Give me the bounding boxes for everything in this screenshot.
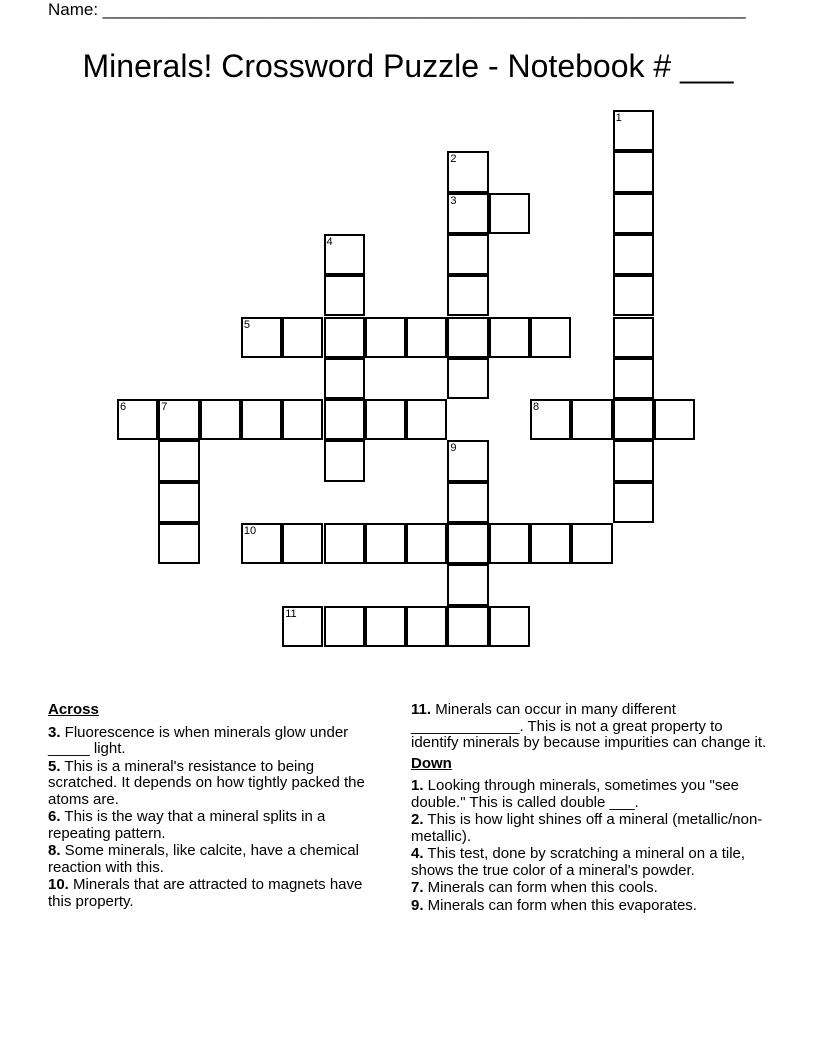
grid-cell[interactable] (324, 606, 365, 647)
across-clue (411, 702, 771, 752)
clue-text: Minerals can form when this evaporates. (423, 896, 697, 914)
clues-right-column (411, 702, 771, 915)
grid-cell[interactable] (324, 275, 365, 316)
grid-cell[interactable] (282, 606, 323, 647)
cell-number: 4 (326, 235, 333, 248)
grid-cell[interactable] (489, 317, 530, 358)
grid-cell[interactable] (447, 606, 488, 647)
grid-cell[interactable] (158, 523, 199, 564)
clue-text: Minerals that are attracted to magnets have this property. (48, 876, 363, 910)
grid-cell[interactable] (324, 234, 365, 275)
grid-cell[interactable] (613, 440, 654, 481)
grid-cell[interactable] (613, 358, 654, 399)
cell-number: 6 (120, 401, 127, 414)
grid-cell[interactable] (447, 482, 488, 523)
clue-text: Minerals can occur in many different _____________. This is not a great property to identify minerals by because impurities can change it. (411, 701, 767, 751)
cell-number: 11 (285, 607, 297, 620)
clue-number: 9. (411, 896, 424, 914)
clue-text: This test, done by scratching a mineral on a tile, shows the true color of a mineral's powder. (411, 845, 746, 879)
down-clue (411, 846, 771, 879)
grid-cell[interactable] (613, 234, 654, 275)
across-heading: Across (48, 701, 99, 718)
grid-cell[interactable] (365, 317, 406, 358)
down-clue (411, 880, 771, 897)
clue-number: 8. (48, 842, 61, 859)
down-clue (411, 898, 771, 915)
clues-left-column (48, 702, 378, 911)
grid-cell[interactable] (613, 482, 654, 523)
grid-cell[interactable] (654, 399, 695, 440)
grid-cell[interactable] (613, 275, 654, 316)
grid-cell[interactable] (282, 523, 323, 564)
clue-number: 4. (411, 845, 424, 862)
grid-cell[interactable] (530, 399, 571, 440)
grid-cell[interactable] (447, 358, 488, 399)
grid-cell[interactable] (158, 482, 199, 523)
clue-number: 2. (411, 811, 424, 828)
across-clue (48, 877, 378, 910)
grid-cell[interactable] (571, 523, 612, 564)
across-clue (48, 809, 378, 842)
clue-number: 7. (411, 879, 424, 896)
grid-cell[interactable] (613, 317, 654, 358)
clue-number: 3. (48, 723, 61, 741)
grid-cell[interactable] (447, 317, 488, 358)
clue-number: 10. (48, 876, 69, 893)
cell-number: 7 (161, 401, 168, 414)
grid-cell[interactable] (117, 399, 158, 440)
grid-cell[interactable] (406, 523, 447, 564)
cell-number: 8 (533, 401, 540, 414)
clue-text: Some minerals, like calcite, have a chemical reaction with this. (48, 842, 359, 876)
grid-cell[interactable] (447, 440, 488, 481)
grid-cell[interactable] (324, 399, 365, 440)
cell-number: 1 (615, 112, 622, 124)
grid-cell[interactable] (200, 399, 241, 440)
grid-cell[interactable] (241, 317, 282, 358)
clue-number: 1. (411, 777, 424, 794)
clue-text: This is a mineral's resistance to being scratched. It depends on how tightly packed the atoms are. (48, 757, 365, 808)
clue-number: 5. (48, 757, 61, 775)
grid-cell[interactable] (530, 523, 571, 564)
down-clue (411, 812, 771, 845)
clue-number: 11. (411, 701, 432, 718)
grid-cell[interactable] (158, 399, 199, 440)
grid-cell[interactable] (365, 399, 406, 440)
cell-number: 10 (243, 525, 257, 537)
grid-cell[interactable] (489, 606, 530, 647)
grid-cell[interactable] (406, 317, 447, 358)
grid-cell[interactable] (324, 317, 365, 358)
grid-cell[interactable] (365, 523, 406, 564)
across-clue (48, 843, 378, 876)
grid-cell[interactable] (613, 110, 654, 151)
grid-cell[interactable] (447, 151, 488, 192)
clue-number: 6. (48, 808, 61, 825)
grid-cell[interactable] (241, 523, 282, 564)
cell-number: 9 (450, 442, 457, 455)
grid-cell[interactable] (447, 193, 488, 234)
page-title: Minerals! Crossword Puzzle - Notebook # ___ (82, 48, 734, 84)
grid-cell[interactable] (447, 234, 488, 275)
grid-cell[interactable] (406, 606, 447, 647)
grid-cell[interactable] (282, 399, 323, 440)
grid-cell[interactable] (613, 151, 654, 192)
grid-cell[interactable] (158, 440, 199, 481)
grid-cell[interactable] (365, 606, 406, 647)
clue-text: This is the way that a mineral splits in a repeating pattern. (48, 808, 326, 842)
name-field[interactable]: Name: ____________________________________________________________________ (48, 0, 746, 19)
down-clue (411, 778, 771, 811)
grid-cell[interactable] (241, 399, 282, 440)
grid-cell[interactable] (530, 317, 571, 358)
clue-text: Looking through minerals, sometimes you "see double." This is called double ___. (411, 777, 739, 811)
grid-cell[interactable] (406, 399, 447, 440)
cell-number: 3 (450, 194, 457, 207)
grid-cell[interactable] (613, 193, 654, 234)
grid-cell[interactable] (324, 440, 365, 481)
grid-cell[interactable] (324, 523, 365, 564)
grid-cell[interactable] (447, 275, 488, 316)
grid-cell[interactable] (447, 523, 488, 564)
grid-cell[interactable] (447, 564, 488, 605)
across-clue (48, 725, 378, 758)
clue-text: This is how light shines off a mineral (metallic/non-metallic). (411, 811, 763, 845)
cell-number: 2 (450, 153, 457, 166)
clue-text: Fluorescence is when minerals glow under _____ light. (48, 723, 349, 757)
grid-cell[interactable] (324, 358, 365, 399)
cell-number: 5 (243, 318, 251, 331)
clue-text: Minerals can form when this cools. (423, 879, 658, 896)
grid-cell[interactable] (489, 523, 530, 564)
grid-cell[interactable] (489, 193, 530, 234)
down-heading: Down (411, 754, 452, 772)
grid-cell[interactable] (282, 317, 323, 358)
grid-cell[interactable] (571, 399, 612, 440)
across-clue (48, 759, 378, 809)
grid-cell[interactable] (613, 399, 654, 440)
